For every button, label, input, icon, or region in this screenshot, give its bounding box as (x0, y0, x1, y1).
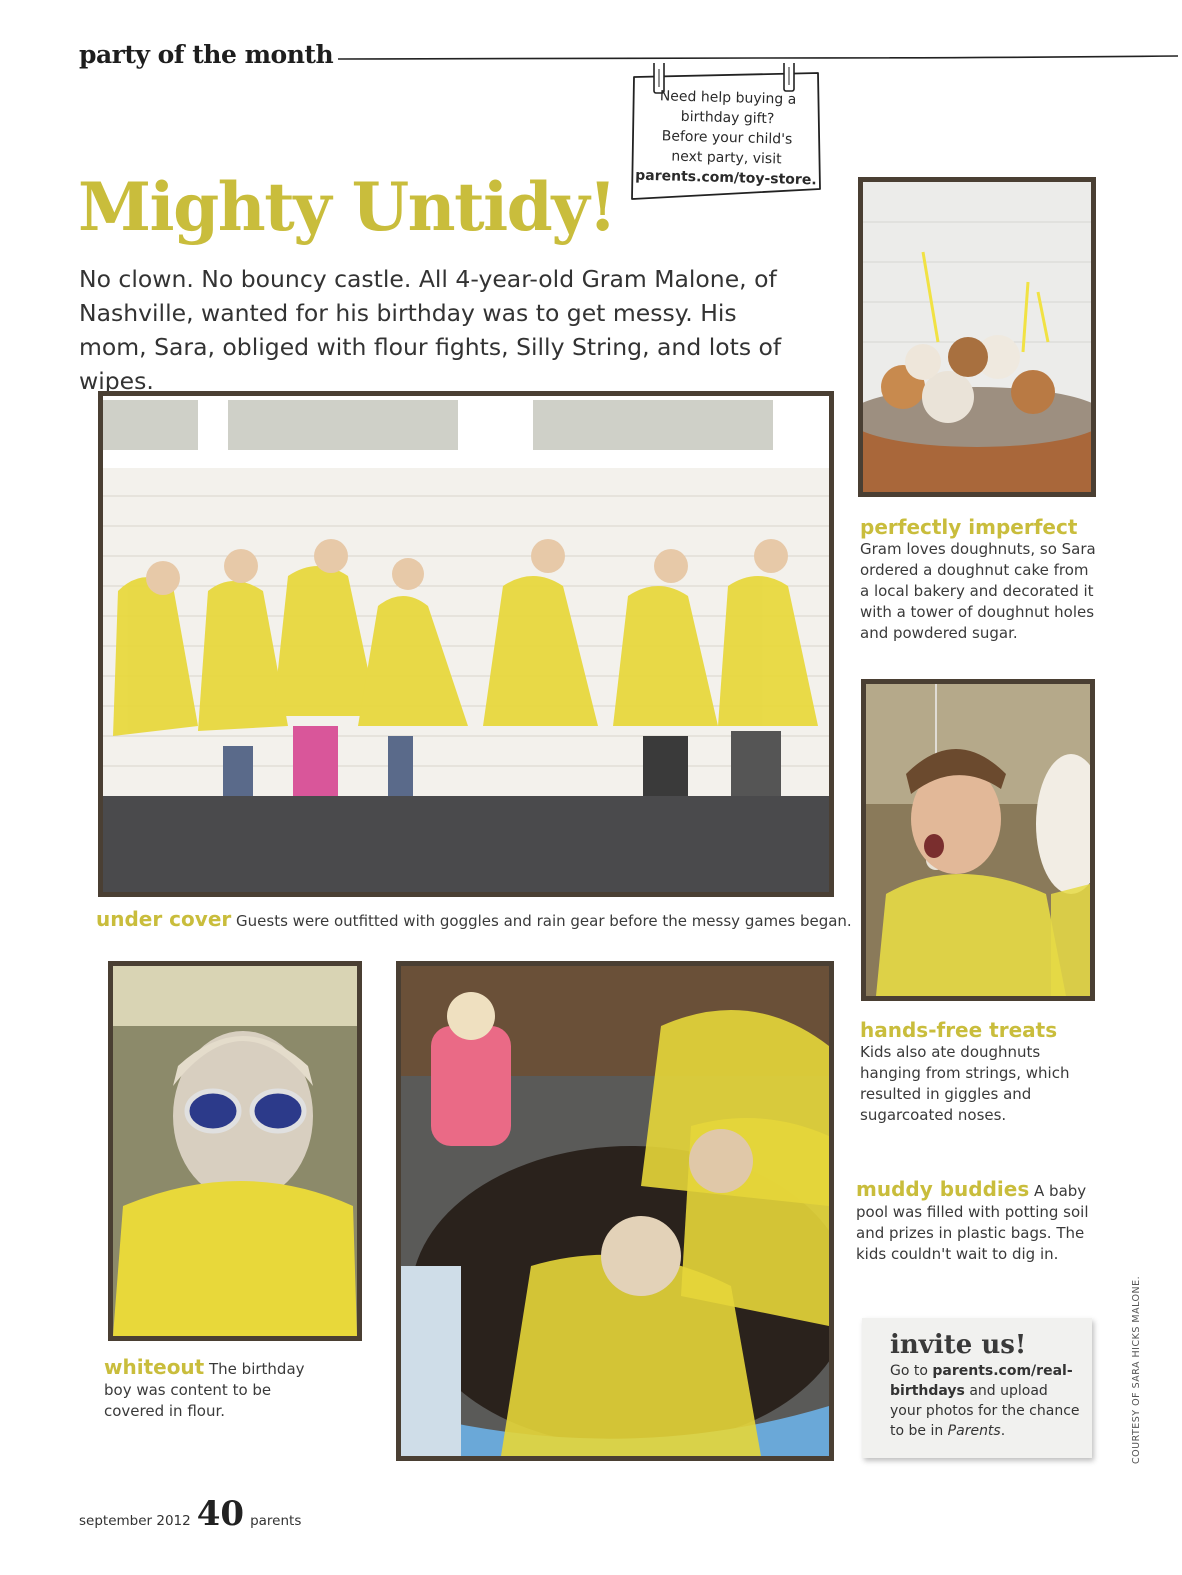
photo-whiteout (108, 961, 362, 1341)
photo-muddy-pool (396, 961, 834, 1461)
caption-muddy-buddies: muddy buddies A baby pool was filled with potting soil and prizes in plastic bags. The kids couldn't wait to dig in. (856, 1177, 1089, 1263)
photo-doughnut-cake (858, 177, 1096, 497)
article-title: Mighty Untidy! (78, 168, 616, 246)
article-deck: No clown. No bouncy castle. All 4-year-old Gram Malone, of Nashville, wanted for his birthday was to get messy. His mom, Sara, obliged with flour fights, Silly String, and lots of wipes. (79, 265, 782, 395)
photo-credit: COURTESY OF SARA HICKS MALONE. (1131, 1275, 1142, 1464)
page-number: 40 (196, 1494, 245, 1534)
caption-perfectly-imperfect: perfectly imperfect Gram loves doughnuts, so Sara ordered a doughnut cake from a local bakery and decorated it with a tower of doughnut holes and powdered sugar. (860, 515, 1096, 642)
tag-note-text: Need help buying a birthday gift? Before your child's next party, visit parents.com/toy-store. (635, 86, 820, 191)
photo-hands-free-treats (861, 679, 1095, 1001)
invite-title: invite us! (890, 1330, 1027, 1360)
real-birthdays-link[interactable]: parents.com/real-birthdays (890, 1363, 1073, 1399)
page-footer (79, 1494, 301, 1534)
section-kicker: party of the month (79, 40, 334, 69)
footer-date: september 2012 (79, 1513, 191, 1529)
footer-brand: parents (250, 1513, 302, 1529)
caption-hands-free-treats: hands-free treats Kids also ate doughnuts hanging from strings, which resulted in giggles and sugarcoated noses. (860, 1018, 1070, 1124)
caption-under-cover: under cover Guests were outfitted with goggles and rain gear before the messy games began. (96, 907, 852, 931)
toy-store-link[interactable]: parents.com/toy-store. (635, 167, 817, 189)
invite-body: Go to parents.com/real-birthdays and upload your photos for the chance to be in Parents. (890, 1363, 1080, 1439)
caption-whiteout: whiteout The birthday boy was content to be covered in flour. (104, 1355, 305, 1420)
photo-kids-raincoats (98, 391, 834, 897)
